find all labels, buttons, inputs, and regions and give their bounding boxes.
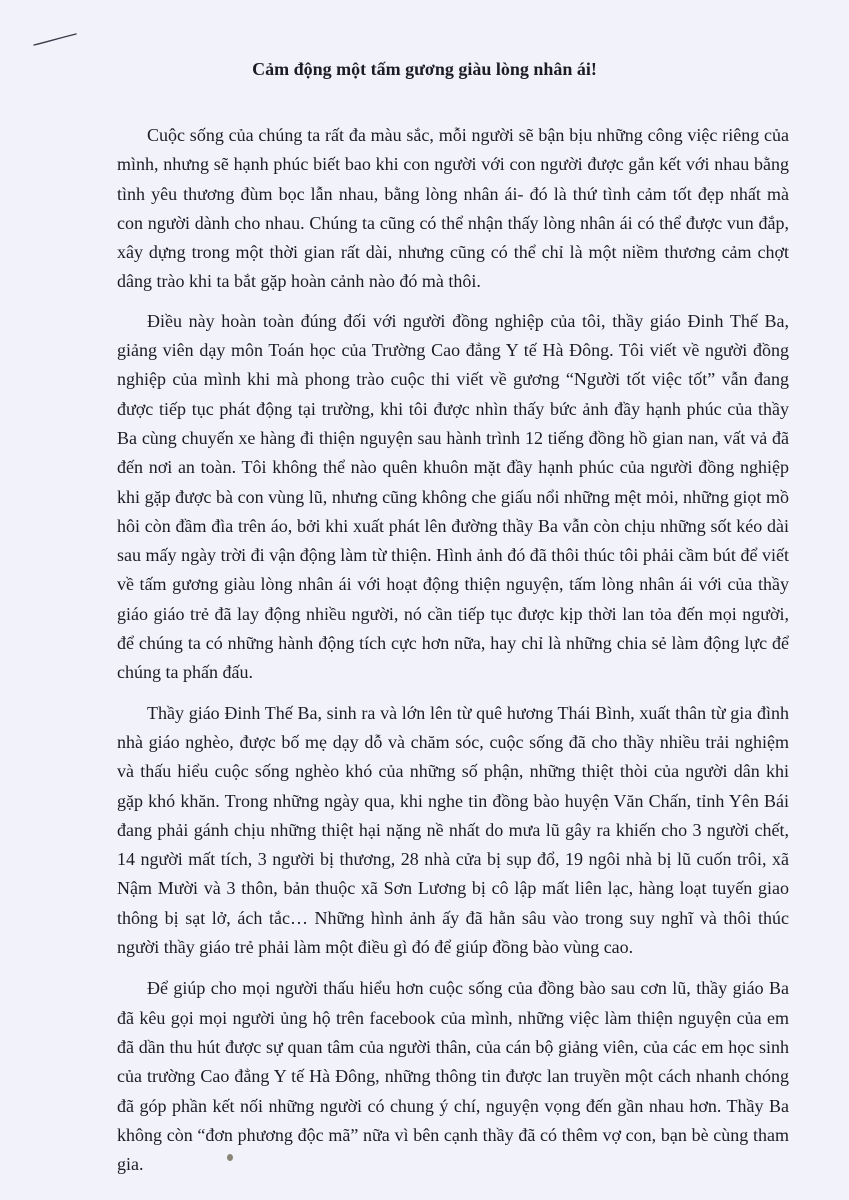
- document-body: [117, 121, 789, 1189]
- ink-speck: [227, 1154, 233, 1161]
- document-title: Cảm động một tấm gương giàu lòng nhân ái!: [252, 59, 597, 79]
- pen-stroke-mark: [32, 32, 78, 48]
- paragraph-4: Để giúp cho mọi người thấu hiểu hơn cuộc sống của đồng bào sau cơn lũ, thầy giáo Ba đã kêu gọi mọi người ủng hộ trên facebook của mình, những việc làm thiện nguyện của em đã dần thu hút được sự quan tâm của người thân, của cán bộ giảng viên, của các em học sinh của trường Cao đẳng Y tế Hà Đông, những thông tin được lan truyền một cách nhanh chóng đã góp phần kết nối những người có chung ý chí, nguyện vọng đến gần nhau hơn. Thầy Ba không còn “đơn phương độc mã” nữa vì bên cạnh thầy đã có thêm vợ con, bạn bè cùng tham gia.: [117, 978, 789, 1175]
- paragraph-2: Điều này hoàn toàn đúng đối với người đồng nghiệp của tôi, thầy giáo Đinh Thế Ba, giảng viên dạy môn Toán học của Trường Cao đẳng Y tế Hà Đông. Tôi viết về người đồng nghiệp của mình khi mà phong trào cuộc thi viết về gương “Người tốt việc tốt” vẫn đang được tiếp tục phát động tại trường, khi tôi được nhìn thấy bức ảnh đầy hạnh phúc của thầy Ba cùng chuyến xe hàng đi thiện nguyện sau hành trình 12 tiếng đồng hồ gian nan, vất vả đã đến nơi an toàn. Tôi không thể nào quên khuôn mặt đầy hạnh phúc của người đồng nghiệp khi gặp được bà con vùng lũ, nhưng cũng không che giấu nổi những mệt mỏi, những giọt mồ hôi còn đầm đìa trên áo, bởi khi xuất phát lên đường thầy Ba vẫn còn chịu những sốt kéo dài sau mấy ngày trời đi vận động làm từ thiện. Hình ảnh đó đã thôi thúc tôi phải cầm bút để viết về tấm gương giàu lòng nhân ái với hoạt động thiện nguyện, tấm lòng nhân ái với của thầy giáo giáo trẻ đã lay động nhiều người, nó cần tiếp tục được kịp thời lan tỏa đến mọi người, để chúng ta có những hành động tích cực hơn nữa, hay chỉ là những chia sẻ làm động lực để chúng ta phấn đấu.: [117, 310, 789, 683]
- paragraph-1: Cuộc sống của chúng ta rất đa màu sắc, mỗi người sẽ bận bịu những công việc riêng của mình, nhưng sẽ hạnh phúc biết bao khi con người với con người được gắn kết với nhau bằng tình yêu thương đùm bọc lẫn nhau, bằng lòng nhân ái- đó là thứ tình cảm tốt đẹp nhất mà con người dành cho nhau. Chúng ta cũng có thể nhận thấy lòng nhân ái có thể được vun đắp, xây dựng trong một thời gian rất dài, nhưng cũng có thể chỉ là một niềm thương cảm chợt dâng trào khi ta bắt gặp hoàn cảnh nào đó mà thôi.: [117, 125, 789, 292]
- paragraph-3: Thầy giáo Đinh Thế Ba, sinh ra và lớn lên từ quê hương Thái Bình, xuất thân từ gia đình nhà giáo nghèo, được bố mẹ dạy dỗ và chăm sóc, cuộc sống đã cho thầy nhiều trải nghiệm và thấu hiểu cuộc sống nghèo khó của những số phận, những thiệt thòi của người dân khi gặp khó khăn. Trong những ngày qua, khi nghe tin đồng bào huyện Văn Chấn, tỉnh Yên Bái đang phải gánh chịu những thiệt hại nặng nề nhất do mưa lũ gây ra khiến cho 3 người chết, 14 người mất tích, 3 người bị thương, 28 nhà cửa bị sụp đổ, 19 ngôi nhà bị lũ cuốn trôi, xã Nậm Mười và 3 thôn, bản thuộc xã Sơn Lương bị cô lập mất liên lạc, hàng loạt tuyến giao thông bị sạt lở, ách tắc… Những hình ảnh ấy đã hằn sâu vào trong suy nghĩ và thôi thúc người thầy giáo trẻ phải làm một điều gì đó để giúp đồng bào vùng cao.: [117, 702, 789, 958]
